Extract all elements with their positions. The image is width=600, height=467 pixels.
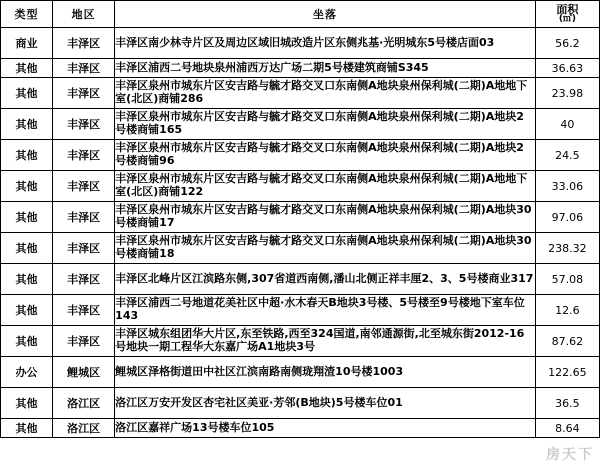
cell-location: 鲤城区泽格街道田中社区江滨南路南侧珑翔渣10号楼1003 [115, 357, 536, 388]
cell-area: 56.2 [535, 28, 599, 59]
cell-area: 97.06 [535, 202, 599, 233]
cell-region: 丰泽区 [53, 171, 115, 202]
cell-location: 丰泽区泉州市城东片区安吉路与毓才路交叉口东南侧A地块泉州保利城(二期)A地块30号楼商铺18 [115, 233, 536, 264]
table-row [1, 202, 600, 233]
table-row [1, 233, 600, 264]
cell-region: 丰泽区 [53, 264, 115, 295]
table-header [1, 1, 600, 28]
table-row [1, 109, 600, 140]
cell-area: 24.5 [535, 140, 599, 171]
cell-area: 36.63 [535, 59, 599, 78]
cell-location: 洛江区万安开发区杏宅社区美亚·芳邻(B地块)5号楼车位01 [115, 388, 536, 419]
cell-location: 丰泽区浦西二号地道花美社区中超·水木春天B地块3号楼、5号楼至9号楼地下室车位 143 [115, 295, 536, 326]
cell-location: 丰泽区泉州市城东片区安吉路与毓才路交叉口东南侧A地块泉州保利城(二期)A地地下室(北区)商铺122 [115, 171, 536, 202]
cell-location: 丰泽区泉州市城东片区安吉路与毓才路交叉口东南侧A地块泉州保利城(二期)A地地下室(北区)商铺286 [115, 78, 536, 109]
cell-area: 40 [535, 109, 599, 140]
cell-location: 丰泽区北峰片区江滨路东侧,307省道西南侧,潘山北侧正祥丰厘2、3、5号楼商业317 [115, 264, 536, 295]
cell-area: 36.5 [535, 388, 599, 419]
cell-location: 丰泽区泉州市城东片区安吉路与毓才路交叉口东南侧A地块泉州保利城(二期)A地块30号楼商铺17 [115, 202, 536, 233]
cell-type: 其他 [1, 264, 53, 295]
cell-area: 57.08 [535, 264, 599, 295]
cell-type: 其他 [1, 171, 53, 202]
table-row [1, 419, 600, 438]
cell-region: 丰泽区 [53, 78, 115, 109]
cell-region: 丰泽区 [53, 326, 115, 357]
cell-area: 122.65 [535, 357, 599, 388]
cell-type: 其他 [1, 109, 53, 140]
cell-type: 其他 [1, 202, 53, 233]
table-row [1, 264, 600, 295]
cell-type: 其他 [1, 140, 53, 171]
cell-type: 其他 [1, 233, 53, 264]
cell-location: 丰泽区泉州市城东片区安吉路与毓才路交叉口东南侧A地块泉州保利城(二期)A地块2号楼商铺96 [115, 140, 536, 171]
column-header-area-line1: 面积 [556, 2, 579, 16]
cell-region: 丰泽区 [53, 109, 115, 140]
table-row [1, 59, 600, 78]
column-header-area [535, 1, 599, 28]
cell-area: 8.64 [535, 419, 599, 438]
cell-location: 丰泽区南少林寺片区及周边区域旧城改造片区东侧兆基·光明城东5号楼店面03 [115, 28, 536, 59]
cell-type: 办公 [1, 357, 53, 388]
cell-type: 商业 [1, 28, 53, 59]
cell-location: 洛江区嘉祥广场13号楼车位105 [115, 419, 536, 438]
table-row [1, 326, 600, 357]
cell-type: 其他 [1, 326, 53, 357]
cell-area: 33.06 [535, 171, 599, 202]
cell-region: 丰泽区 [53, 295, 115, 326]
cell-region: 丰泽区 [53, 59, 115, 78]
table-row [1, 357, 600, 388]
table-row [1, 171, 600, 202]
cell-type: 其他 [1, 419, 53, 438]
table-row [1, 388, 600, 419]
cell-area: 238.32 [535, 233, 599, 264]
cell-region: 洛江区 [53, 388, 115, 419]
cell-type: 其他 [1, 78, 53, 109]
table-row [1, 78, 600, 109]
cell-region: 丰泽区 [53, 28, 115, 59]
cell-area: 23.98 [535, 78, 599, 109]
watermark: 房天下 [546, 447, 594, 463]
cell-type: 其他 [1, 388, 53, 419]
cell-type: 其他 [1, 295, 53, 326]
cell-region: 丰泽区 [53, 140, 115, 171]
cell-region: 洛江区 [53, 419, 115, 438]
cell-region: 丰泽区 [53, 202, 115, 233]
column-header-region: 地区 [53, 1, 115, 28]
cell-region: 鲤城区 [53, 357, 115, 388]
table-row [1, 295, 600, 326]
column-header-area-line2: (㎡) [558, 14, 577, 25]
cell-location: 丰泽区泉州市城东片区安吉路与毓才路交叉口东南侧A地块泉州保利城(二期)A地块2号楼商铺165 [115, 109, 536, 140]
column-header-location: 坐落 [115, 1, 536, 28]
column-header-type: 类型 [1, 1, 53, 28]
cell-location: 丰泽区浦西二号地块泉州浦西万达广场二期5号楼建筑商铺S345 [115, 59, 536, 78]
cell-area: 87.62 [535, 326, 599, 357]
table-row [1, 28, 600, 59]
cell-region: 丰泽区 [53, 233, 115, 264]
table-body [1, 28, 600, 438]
cell-type: 其他 [1, 59, 53, 78]
cell-location: 丰泽区城东组团华大片区,东至铁路,西至324国道,南邻通源街,北至城东街2012-16号地块一期工程华大东嘉广场A1地块3号 [115, 326, 536, 357]
table-header-row [1, 1, 600, 28]
table-row [1, 140, 600, 171]
cell-area: 12.6 [535, 295, 599, 326]
